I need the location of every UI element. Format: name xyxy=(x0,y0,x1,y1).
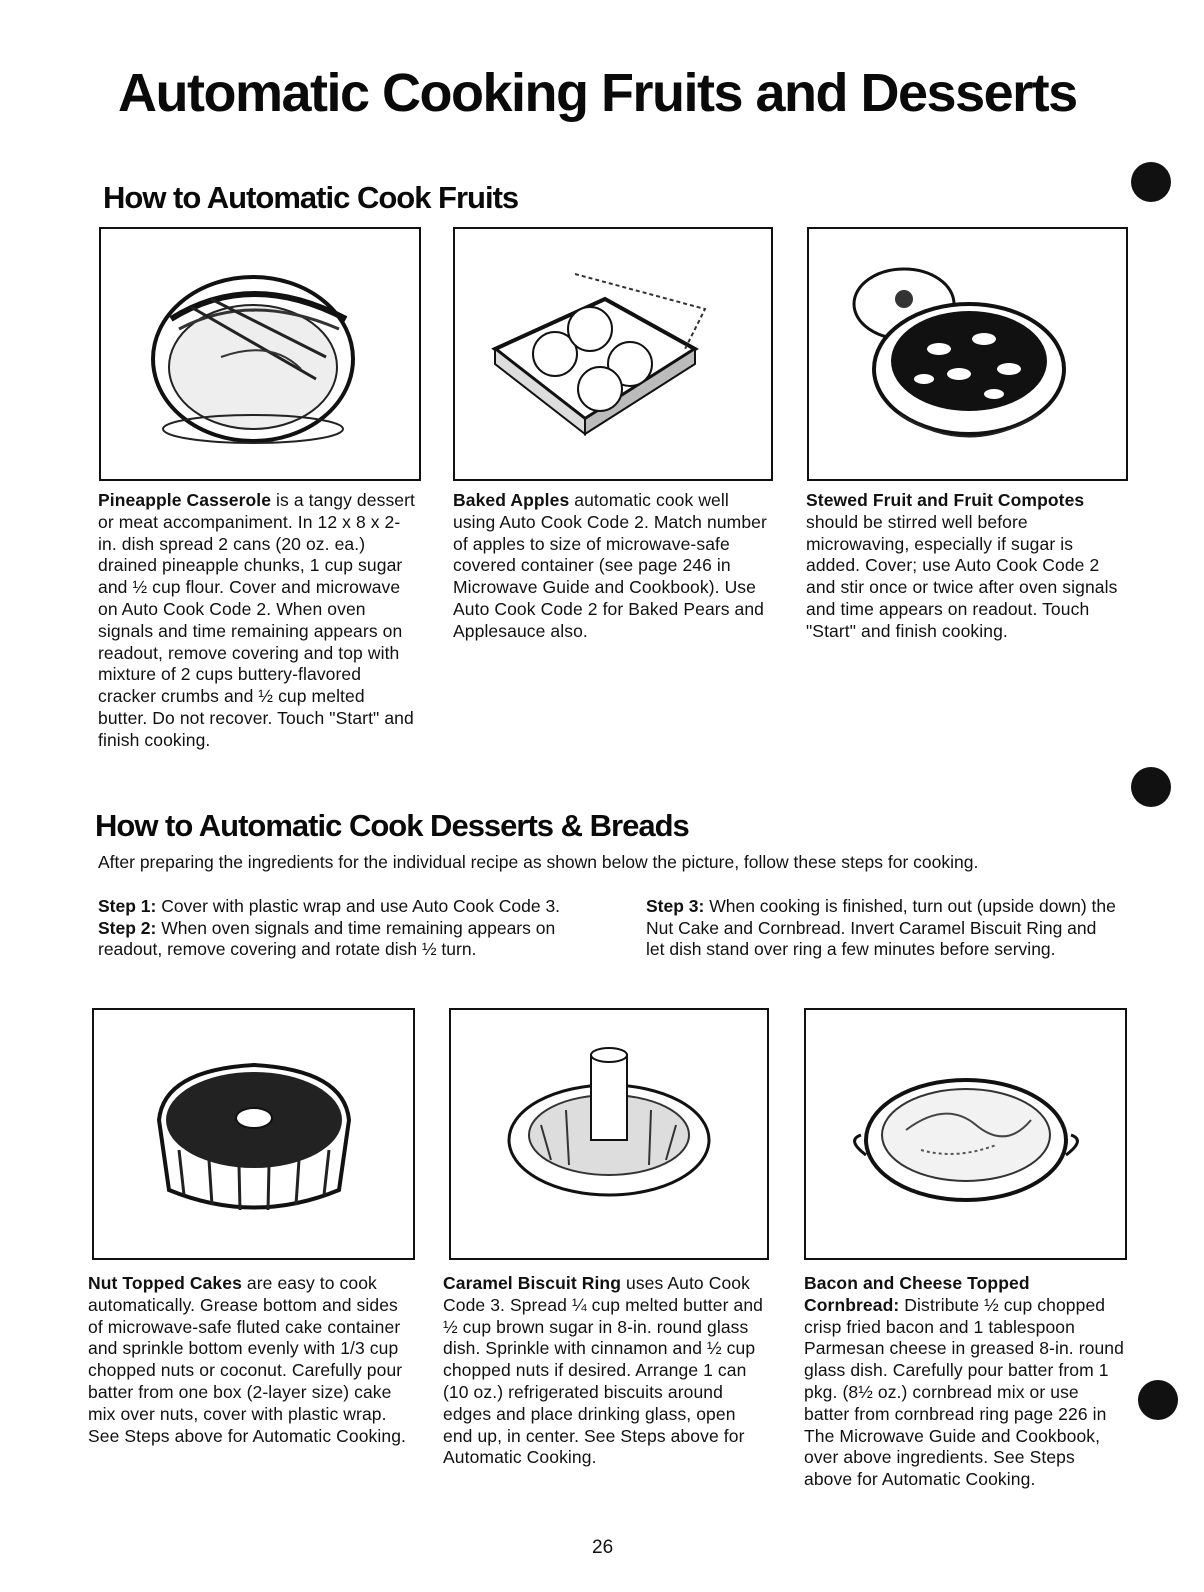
baked-apples-caption xyxy=(453,490,771,643)
binder-hole xyxy=(1131,162,1171,202)
recipe-name: Bacon and Cheese Topped Cornbread: xyxy=(804,1273,1030,1315)
step-text: When oven signals and time remaining appears on readout, remove covering and rotate dish ½ turn. xyxy=(98,917,556,959)
step-text: Cover with plastic wrap and use Auto Cook Code 3. xyxy=(156,896,561,916)
desserts-section-heading: How to Automatic Cook Desserts & Breads xyxy=(95,808,689,843)
page-title: Automatic Cooking Fruits and Desserts xyxy=(118,63,1077,123)
fruits-section-heading: How to Automatic Cook Fruits xyxy=(103,180,519,215)
step-2 xyxy=(98,918,570,961)
recipe-text: is a tangy dessert or meat accompaniment. In 12 x 8 x 2-in. dish spread 2 cans (20 oz. ea.) drained pineapple chunks, 1 cup sugar and ½ cup flour. Cover and microwave on Auto Cook Code 2. When oven signals and time remaining appears on readout, remove covering and top with mixture of 2 cups buttery-flavored cracker crumbs and ½ cup melted butter. Do not recover. Touch "Start" and finish cooking. xyxy=(98,490,416,750)
recipe-name: Nut Topped Cakes xyxy=(88,1273,242,1293)
pineapple-casserole-illustration xyxy=(99,227,421,481)
step-1 xyxy=(98,896,570,918)
caramel-biscuit-ring-illustration xyxy=(449,1008,769,1260)
recipe-text: Distribute ½ cup chopped crisp fried bacon and 1 tablespoon Parmesan cheese in greased 8-in. round glass dish. Carefully pour batter from 1 pkg. (8½ oz.) cornbread mix or use batter from cornbread ring page 226 in The Microwave Guide and Cookbook, over above ingredients. See Steps above for Automatic Cooking. xyxy=(804,1294,1124,1490)
step-label: Step 3: xyxy=(646,896,705,916)
page-number: 26 xyxy=(592,1537,614,1558)
nut-cake-caption xyxy=(88,1273,410,1447)
steps-right-column xyxy=(646,896,1118,961)
step-label: Step 1: xyxy=(98,896,157,916)
baked-apples-illustration xyxy=(453,227,773,481)
pineapple-casserole-caption xyxy=(98,490,418,752)
recipe-name: Stewed Fruit and Fruit Compotes xyxy=(806,490,1085,510)
recipe-name: Baked Apples xyxy=(453,490,570,510)
cornbread-caption xyxy=(804,1273,1126,1491)
recipe-text: uses Auto Cook Code 3. Spread ¼ cup melted butter and ½ cup brown sugar in 8-in. round glass dish. Sprinkle with cinnamon and ½ cup chopped nuts if desired. Arrange 1 can (10 oz.) refrigerated biscuits around edges and place drinking glass, open end up, in center. See Steps above for Automatic Cooking. xyxy=(443,1273,763,1468)
recipe-text: are easy to cook automatically. Grease bottom and sides of microwave-safe fluted cake container and sprinkle bottom evenly with 1/3 cup chopped nuts or coconut. Carefully pour batter from one box (2-layer size) cake mix over nuts, cover with plastic wrap. See Steps above for Automatic Cooking. xyxy=(88,1273,407,1446)
recipe-name: Pineapple Casserole xyxy=(98,490,272,510)
stewed-fruit-illustration xyxy=(807,227,1128,481)
recipe-text: should be stirred well before microwaving, especially if sugar is added. Cover; use Auto Cook Code 2 and stir once or twice after oven signals and time appears on readout. Touch "Start" and finish cooking. xyxy=(806,511,1118,641)
stewed-fruit-caption xyxy=(806,490,1126,643)
recipe-name: Caramel Biscuit Ring xyxy=(443,1273,622,1293)
step-label: Step 2: xyxy=(98,917,157,938)
binder-hole xyxy=(1131,767,1171,807)
recipe-text: automatic cook well using Auto Cook Code 2. Match number of apples to size of microwave-safe covered container (see page 246 in Microwave Guide and Cookbook). Use Auto Cook Code 2 for Baked Pears and Applesauce also. xyxy=(453,490,767,641)
step-text: When cooking is finished, turn out (upside down) the Nut Cake and Cornbread. Invert Caramel Biscuit Ring and let dish stand over ring a few minutes before serving. xyxy=(646,896,1116,959)
nut-cake-illustration xyxy=(92,1008,415,1260)
steps-left-column xyxy=(98,896,570,961)
step-3 xyxy=(646,896,1118,961)
desserts-intro: After preparing the ingredients for the individual recipe as shown below the picture, follow these steps for cooking. xyxy=(98,852,979,872)
cornbread-illustration xyxy=(804,1008,1127,1260)
binder-hole xyxy=(1138,1380,1178,1420)
caramel-biscuit-ring-caption xyxy=(443,1273,765,1469)
